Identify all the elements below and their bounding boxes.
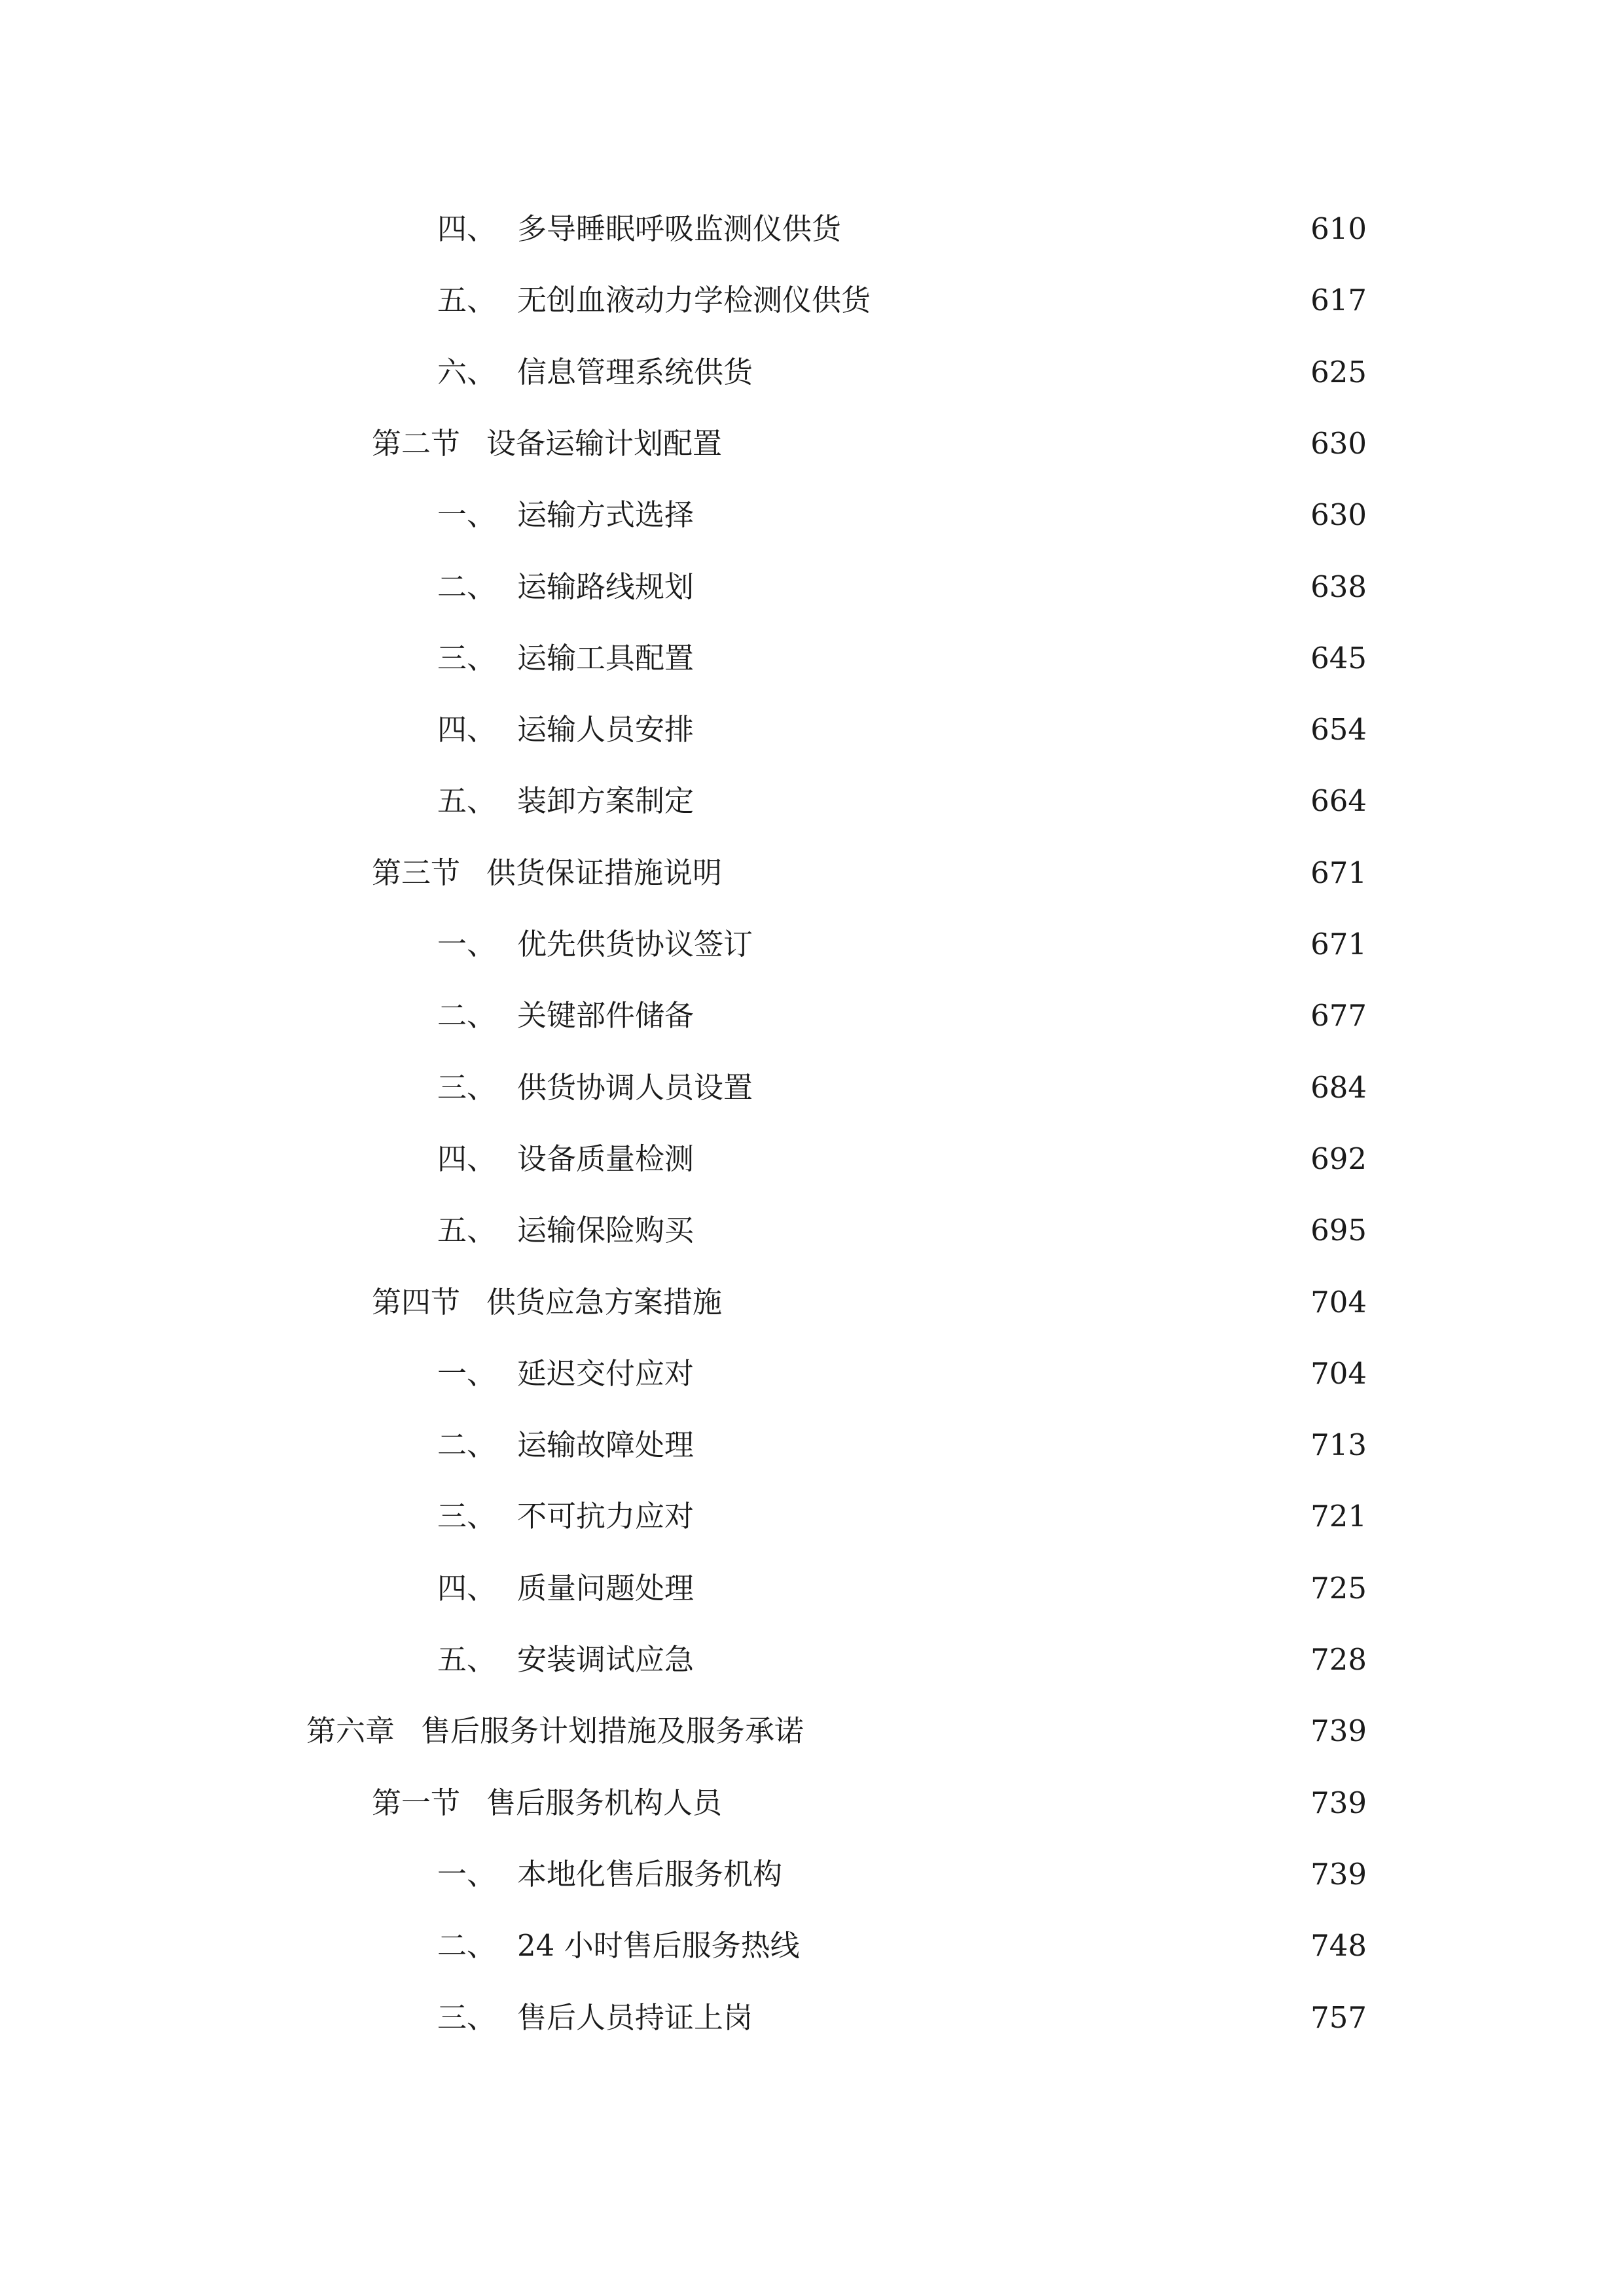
toc-entry[interactable] <box>372 1270 1367 1335</box>
toc-entry-number: 第六章 <box>306 1713 395 1748</box>
toc-entry-number: 一、 <box>437 497 497 532</box>
toc-entry-title: 设备运输计划配置 <box>486 426 723 461</box>
toc-entry-number: 三、 <box>437 2000 497 2035</box>
toc-entry-title: 安装调试应急 <box>517 1642 695 1677</box>
toc-leader-dots <box>700 626 1301 691</box>
toc-leader-dots <box>759 912 1301 977</box>
toc-entry-title: 运输故障处理 <box>517 1427 695 1462</box>
toc-entry-number: 四、 <box>437 211 497 246</box>
toc-entry-page: 704 <box>1310 1356 1367 1391</box>
toc-entry[interactable] <box>306 1698 1367 1764</box>
toc-entry[interactable] <box>437 1341 1367 1407</box>
toc-leader-dots <box>729 1270 1301 1335</box>
toc-entry-page: 748 <box>1310 1928 1367 1963</box>
toc-leader-dots <box>700 1556 1301 1621</box>
toc-entry-number: 一、 <box>437 927 497 961</box>
toc-entry[interactable] <box>437 1842 1367 1907</box>
toc-entry-page: 721 <box>1310 1499 1367 1534</box>
toc-entry[interactable] <box>437 482 1367 548</box>
toc-entry-title: 关键部件储备 <box>517 998 695 1033</box>
toc-entry[interactable] <box>372 1770 1367 1836</box>
toc-entry[interactable] <box>437 554 1367 620</box>
toc-entry-page: 654 <box>1310 712 1367 747</box>
toc-entry[interactable] <box>437 1126 1367 1192</box>
toc-entry[interactable] <box>437 1055 1367 1121</box>
toc-leader-dots <box>700 768 1301 834</box>
toc-entry-title: 供货协调人员设置 <box>517 1070 753 1105</box>
toc-entry-title: 运输方式选择 <box>517 497 695 532</box>
toc-leader-dots <box>700 482 1301 548</box>
toc-leader-dots <box>759 1055 1301 1121</box>
toc-entry-page: 692 <box>1310 1141 1367 1176</box>
toc-entry[interactable] <box>437 626 1367 691</box>
toc-entry-number: 三、 <box>437 1070 497 1105</box>
toc-entry-number: 二、 <box>437 1427 497 1462</box>
toc-entry-title: 装卸方案制定 <box>517 783 695 818</box>
toc-leader-dots <box>700 1198 1301 1263</box>
toc-entry-title: 无创血液动力学检测仪供货 <box>517 283 871 317</box>
toc-entry-number: 二、 <box>437 998 497 1033</box>
toc-entry-number: 二、 <box>437 569 497 604</box>
toc-leader-dots <box>700 1126 1301 1192</box>
toc-entry-page: 617 <box>1310 283 1367 317</box>
toc-entry-number: 一、 <box>437 1857 497 1892</box>
toc-leader-dots <box>700 1627 1301 1693</box>
toc-entry[interactable] <box>437 1627 1367 1693</box>
toc-entry-page: 671 <box>1310 927 1367 961</box>
toc-leader-dots <box>759 340 1301 405</box>
toc-entry[interactable] <box>372 840 1367 906</box>
toc-entry-number: 第四节 <box>372 1285 461 1319</box>
toc-entry-page: 695 <box>1310 1213 1367 1247</box>
toc-entry-number: 三、 <box>437 641 497 675</box>
toc-entry-title: 售后人员持证上岗 <box>517 2000 753 2035</box>
toc-entry-title: 24 小时售后服务热线 <box>517 1928 800 1963</box>
toc-entry-title: 质量问题处理 <box>517 1571 695 1605</box>
toc-entry-page: 684 <box>1310 1070 1367 1105</box>
toc-entry-page: 630 <box>1310 497 1367 532</box>
toc-entry-number: 第二节 <box>372 426 461 461</box>
toc-leader-dots <box>700 1341 1301 1407</box>
toc-entry-number: 五、 <box>437 783 497 818</box>
toc-entry-title: 供货保证措施说明 <box>486 855 723 890</box>
toc-entry-page: 728 <box>1310 1642 1367 1677</box>
toc-entry-page: 739 <box>1310 1713 1367 1748</box>
toc-entry[interactable] <box>437 1985 1367 2051</box>
toc-entry[interactable] <box>437 196 1367 262</box>
toc-entry[interactable] <box>437 268 1367 333</box>
toc-entry[interactable] <box>437 1556 1367 1621</box>
toc-entry-title: 信息管理系统供货 <box>517 355 753 389</box>
toc-entry[interactable] <box>437 1913 1367 1979</box>
toc-entry-page: 610 <box>1310 211 1367 246</box>
toc-leader-dots <box>848 196 1301 262</box>
toc-entry-title: 运输保险购买 <box>517 1213 695 1247</box>
toc-entry-title: 设备质量检测 <box>517 1141 695 1176</box>
toc-entry-page: 713 <box>1310 1427 1367 1462</box>
toc-leader-dots <box>700 1412 1301 1478</box>
toc-leader-dots <box>700 983 1301 1049</box>
toc-entry-title: 本地化售后服务机构 <box>517 1857 783 1892</box>
toc-entry-number: 四、 <box>437 1141 497 1176</box>
toc-entry-title: 延迟交付应对 <box>517 1356 695 1391</box>
toc-leader-dots <box>810 1698 1301 1764</box>
toc-entry-page: 739 <box>1310 1785 1367 1820</box>
toc-entry-title: 优先供货协议签订 <box>517 927 753 961</box>
toc-entry-page: 664 <box>1310 783 1367 818</box>
toc-leader-dots <box>729 411 1301 476</box>
toc-entry-number: 三、 <box>437 1499 497 1534</box>
toc-entry[interactable] <box>437 1198 1367 1263</box>
toc-entry-number: 第一节 <box>372 1785 461 1820</box>
toc-entry-title: 运输人员安排 <box>517 712 695 747</box>
toc-leader-dots <box>729 1770 1301 1836</box>
toc-entry-number: 六、 <box>437 355 497 389</box>
toc-entry-page: 704 <box>1310 1285 1367 1319</box>
toc-entry-page: 757 <box>1310 2000 1367 2035</box>
toc-leader-dots <box>877 268 1301 333</box>
toc-entry-title: 不可抗力应对 <box>517 1499 695 1534</box>
toc-leader-dots <box>700 554 1301 620</box>
toc-entry[interactable] <box>437 768 1367 834</box>
toc-entry-number: 第三节 <box>372 855 461 890</box>
toc-leader-dots <box>729 840 1301 906</box>
toc-entry-page: 677 <box>1310 998 1367 1033</box>
toc-entry-page: 638 <box>1310 569 1367 604</box>
toc-leader-dots <box>700 697 1301 762</box>
toc-entry-number: 五、 <box>437 1213 497 1247</box>
toc-entry-title: 售后服务机构人员 <box>486 1785 723 1820</box>
toc-entry-number: 四、 <box>437 712 497 747</box>
toc-entry-page: 725 <box>1310 1571 1367 1605</box>
toc-entry-page: 671 <box>1310 855 1367 890</box>
toc-entry[interactable] <box>372 411 1367 476</box>
toc-entry[interactable] <box>437 983 1367 1049</box>
toc-entry-number: 五、 <box>437 283 497 317</box>
toc-entry-number: 四、 <box>437 1571 497 1605</box>
toc-entry-number: 二、 <box>437 1928 497 1963</box>
toc-leader-dots <box>806 1913 1301 1979</box>
toc-entry[interactable] <box>437 912 1367 977</box>
toc-entry-page: 630 <box>1310 426 1367 461</box>
toc-entry[interactable] <box>437 1484 1367 1549</box>
toc-entry-page: 739 <box>1310 1857 1367 1892</box>
toc-entry-page: 645 <box>1310 641 1367 675</box>
toc-entry-number: 一、 <box>437 1356 497 1391</box>
toc-entry-title: 运输路线规划 <box>517 569 695 604</box>
toc-entry[interactable] <box>437 340 1367 405</box>
toc-entry-page: 625 <box>1310 355 1367 389</box>
toc-entry-title: 多导睡眠呼吸监测仪供货 <box>517 211 842 246</box>
toc-entry[interactable] <box>437 697 1367 762</box>
toc-entry-title: 运输工具配置 <box>517 641 695 675</box>
toc-entry-title: 供货应急方案措施 <box>486 1285 723 1319</box>
toc-leader-dots <box>789 1842 1301 1907</box>
toc-entry-title: 售后服务计划措施及服务承诺 <box>421 1713 804 1748</box>
toc-entry-number: 五、 <box>437 1642 497 1677</box>
toc-entry[interactable] <box>437 1412 1367 1478</box>
toc-leader-dots <box>700 1484 1301 1549</box>
toc-leader-dots <box>759 1985 1301 2051</box>
